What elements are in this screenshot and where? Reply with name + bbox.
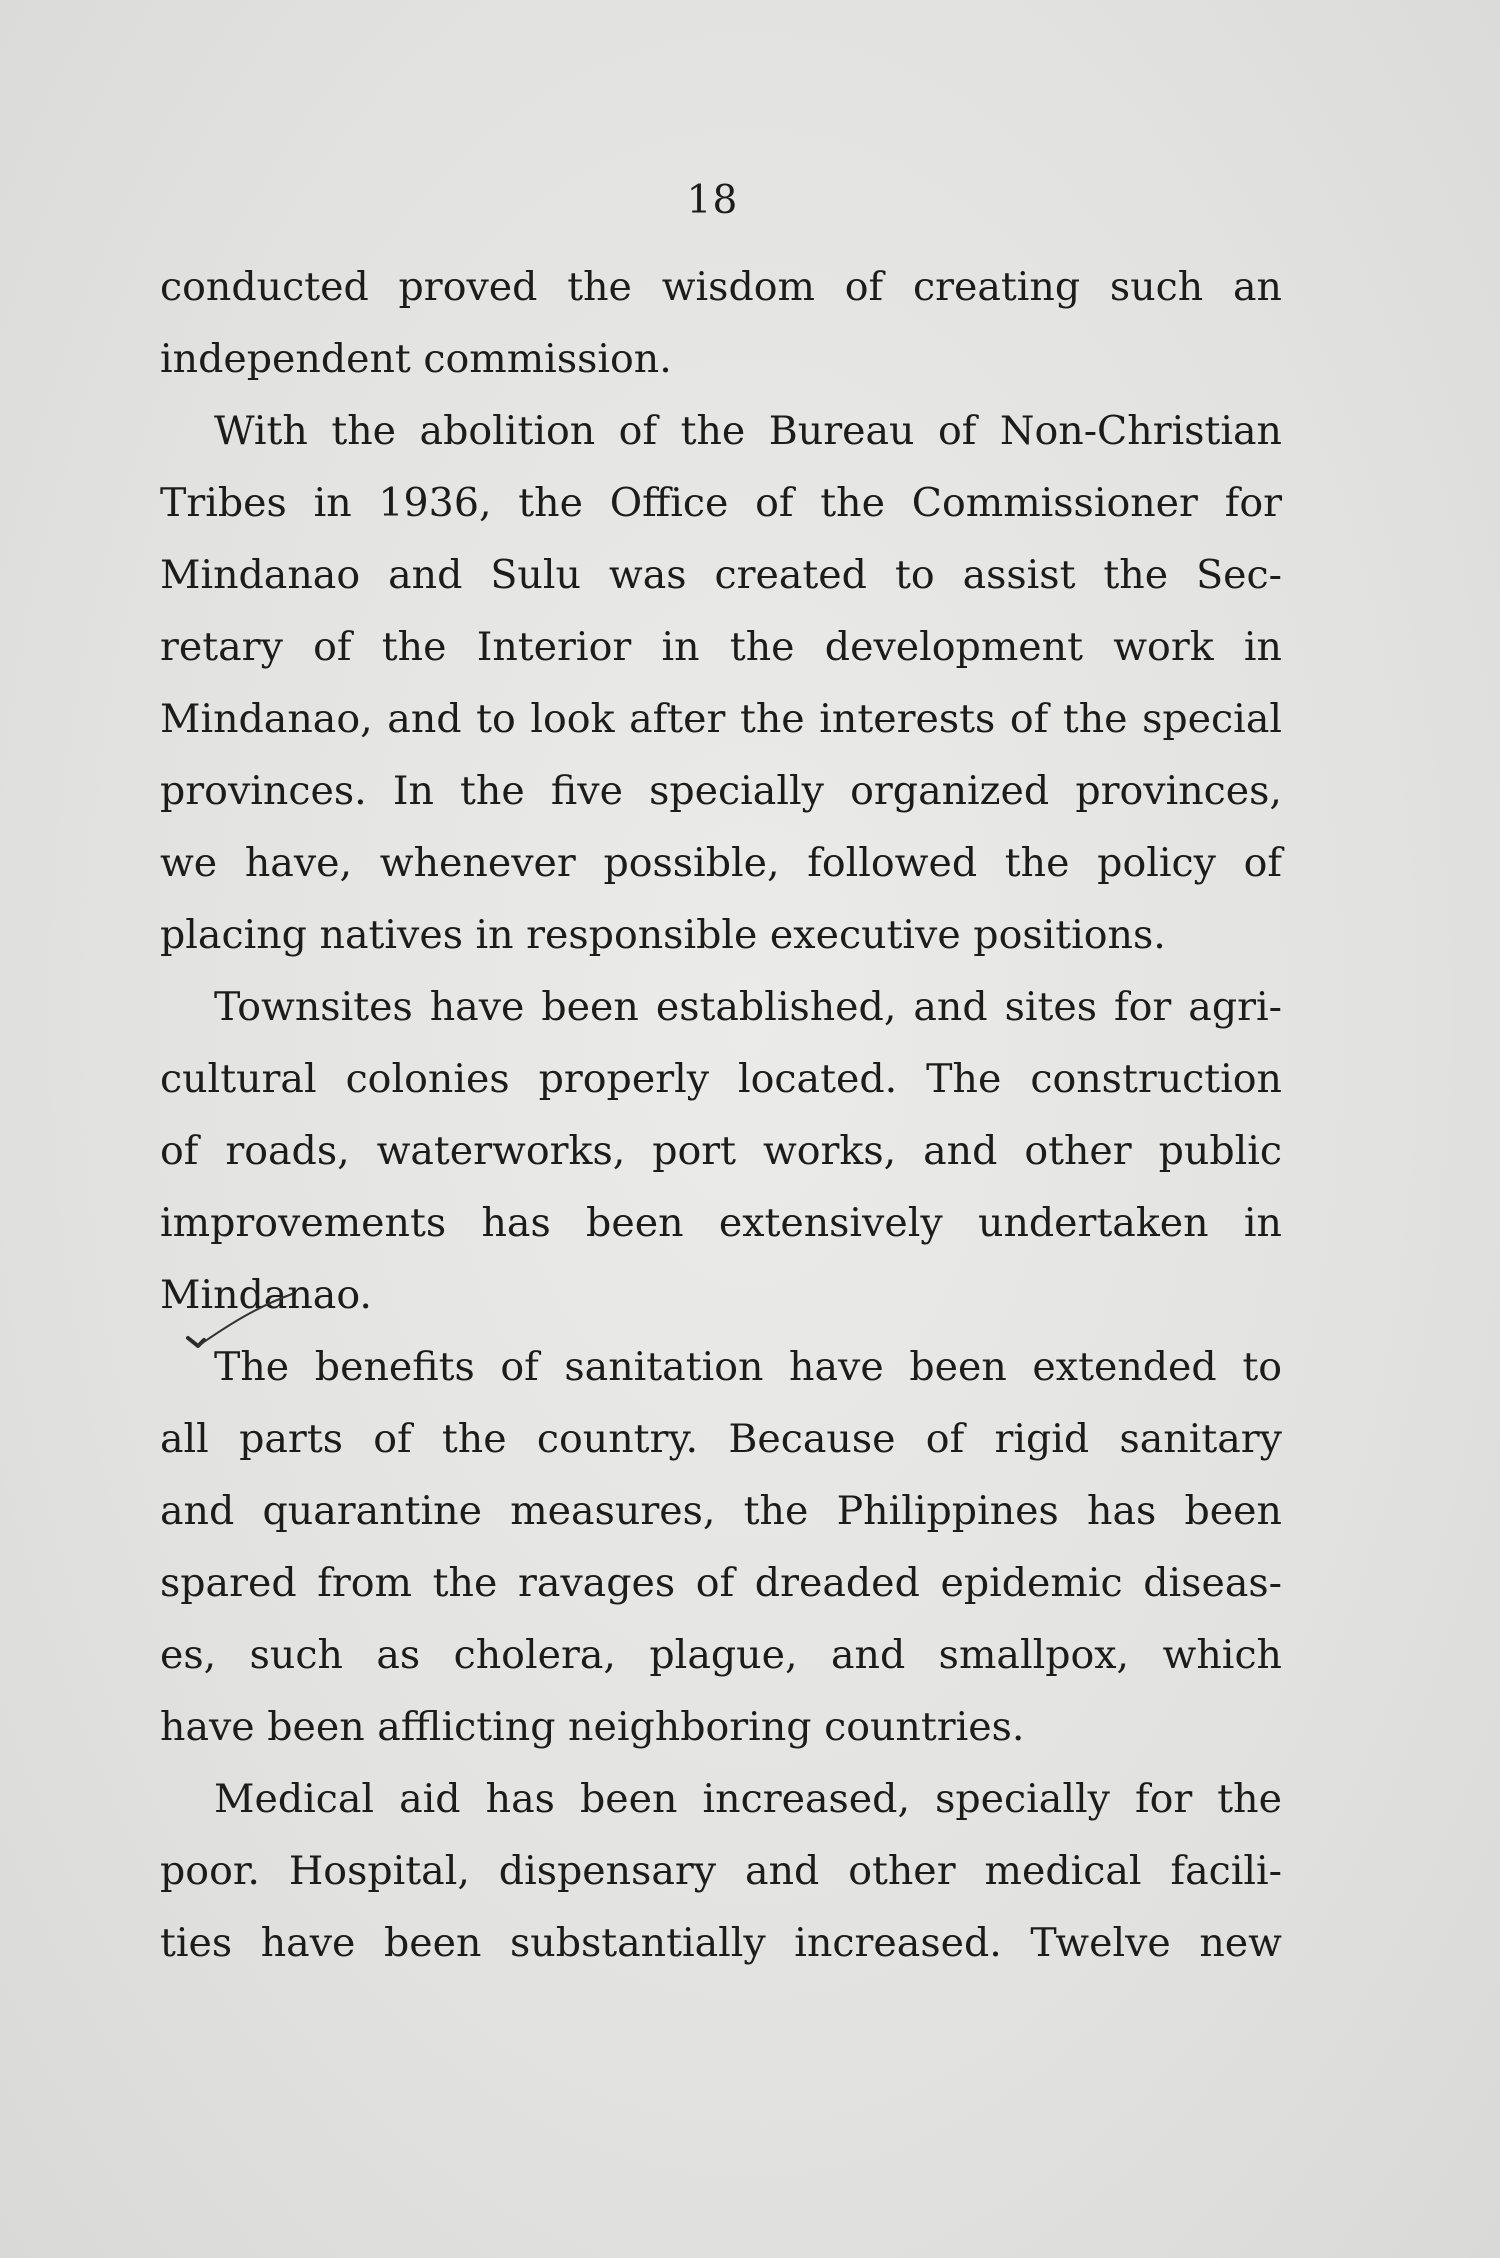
text-line: Tribes in 1936, the Office of the Commissioner for: [160, 480, 1282, 526]
text-line: Mindanao.: [160, 1272, 372, 1318]
text-line: independent commission.: [160, 336, 672, 382]
text-line: provinces. In the five specially organized provinces,: [160, 768, 1282, 814]
text-line: spared from the ravages of dreaded epidemic diseas-: [160, 1560, 1282, 1606]
text-line: poor. Hospital, dispensary and other medical facili-: [160, 1848, 1282, 1894]
paragraph-5: [160, 1763, 1282, 1979]
text-line: Townsites have been established, and sites for agri-: [214, 984, 1282, 1030]
text-line: The benefits of sanitation have been extended to: [214, 1344, 1282, 1390]
text-line: of roads, waterworks, port works, and other public: [160, 1128, 1282, 1174]
text-line: we have, whenever possible, followed the policy of: [160, 840, 1282, 886]
page-number: 18: [686, 178, 739, 223]
text-line: cultural colonies properly located. The construction: [160, 1056, 1282, 1102]
text-line: all parts of the country. Because of rigid sanitary: [160, 1416, 1282, 1462]
text-line: Mindanao and Sulu was created to assist the Sec-: [160, 552, 1282, 598]
body-text: [160, 251, 1282, 1979]
text-line: Mindanao, and to look after the interests of the special: [160, 696, 1282, 742]
text-line: improvements has been extensively undertaken in: [160, 1200, 1282, 1246]
text-line: have been afflicting neighboring countries.: [160, 1704, 1025, 1750]
text-line: With the abolition of the Bureau of Non-Christian: [214, 408, 1282, 454]
paragraph-3: [160, 971, 1282, 1331]
text-line: retary of the Interior in the development work in: [160, 624, 1282, 670]
text-line: conducted proved the wisdom of creating such an: [160, 264, 1282, 310]
paragraph-1: [160, 251, 1282, 395]
text-line: ties have been substantially increased. Twelve new: [160, 1920, 1282, 1966]
paragraph-2: [160, 395, 1282, 971]
paragraph-4: [160, 1331, 1282, 1763]
text-line: placing natives in responsible executive positions.: [160, 912, 1166, 958]
text-line: and quarantine measures, the Philippines has been: [160, 1488, 1282, 1534]
text-line: Medical aid has been increased, specially for the: [214, 1776, 1282, 1822]
text-line: es, such as cholera, plague, and smallpox, which: [160, 1632, 1282, 1678]
